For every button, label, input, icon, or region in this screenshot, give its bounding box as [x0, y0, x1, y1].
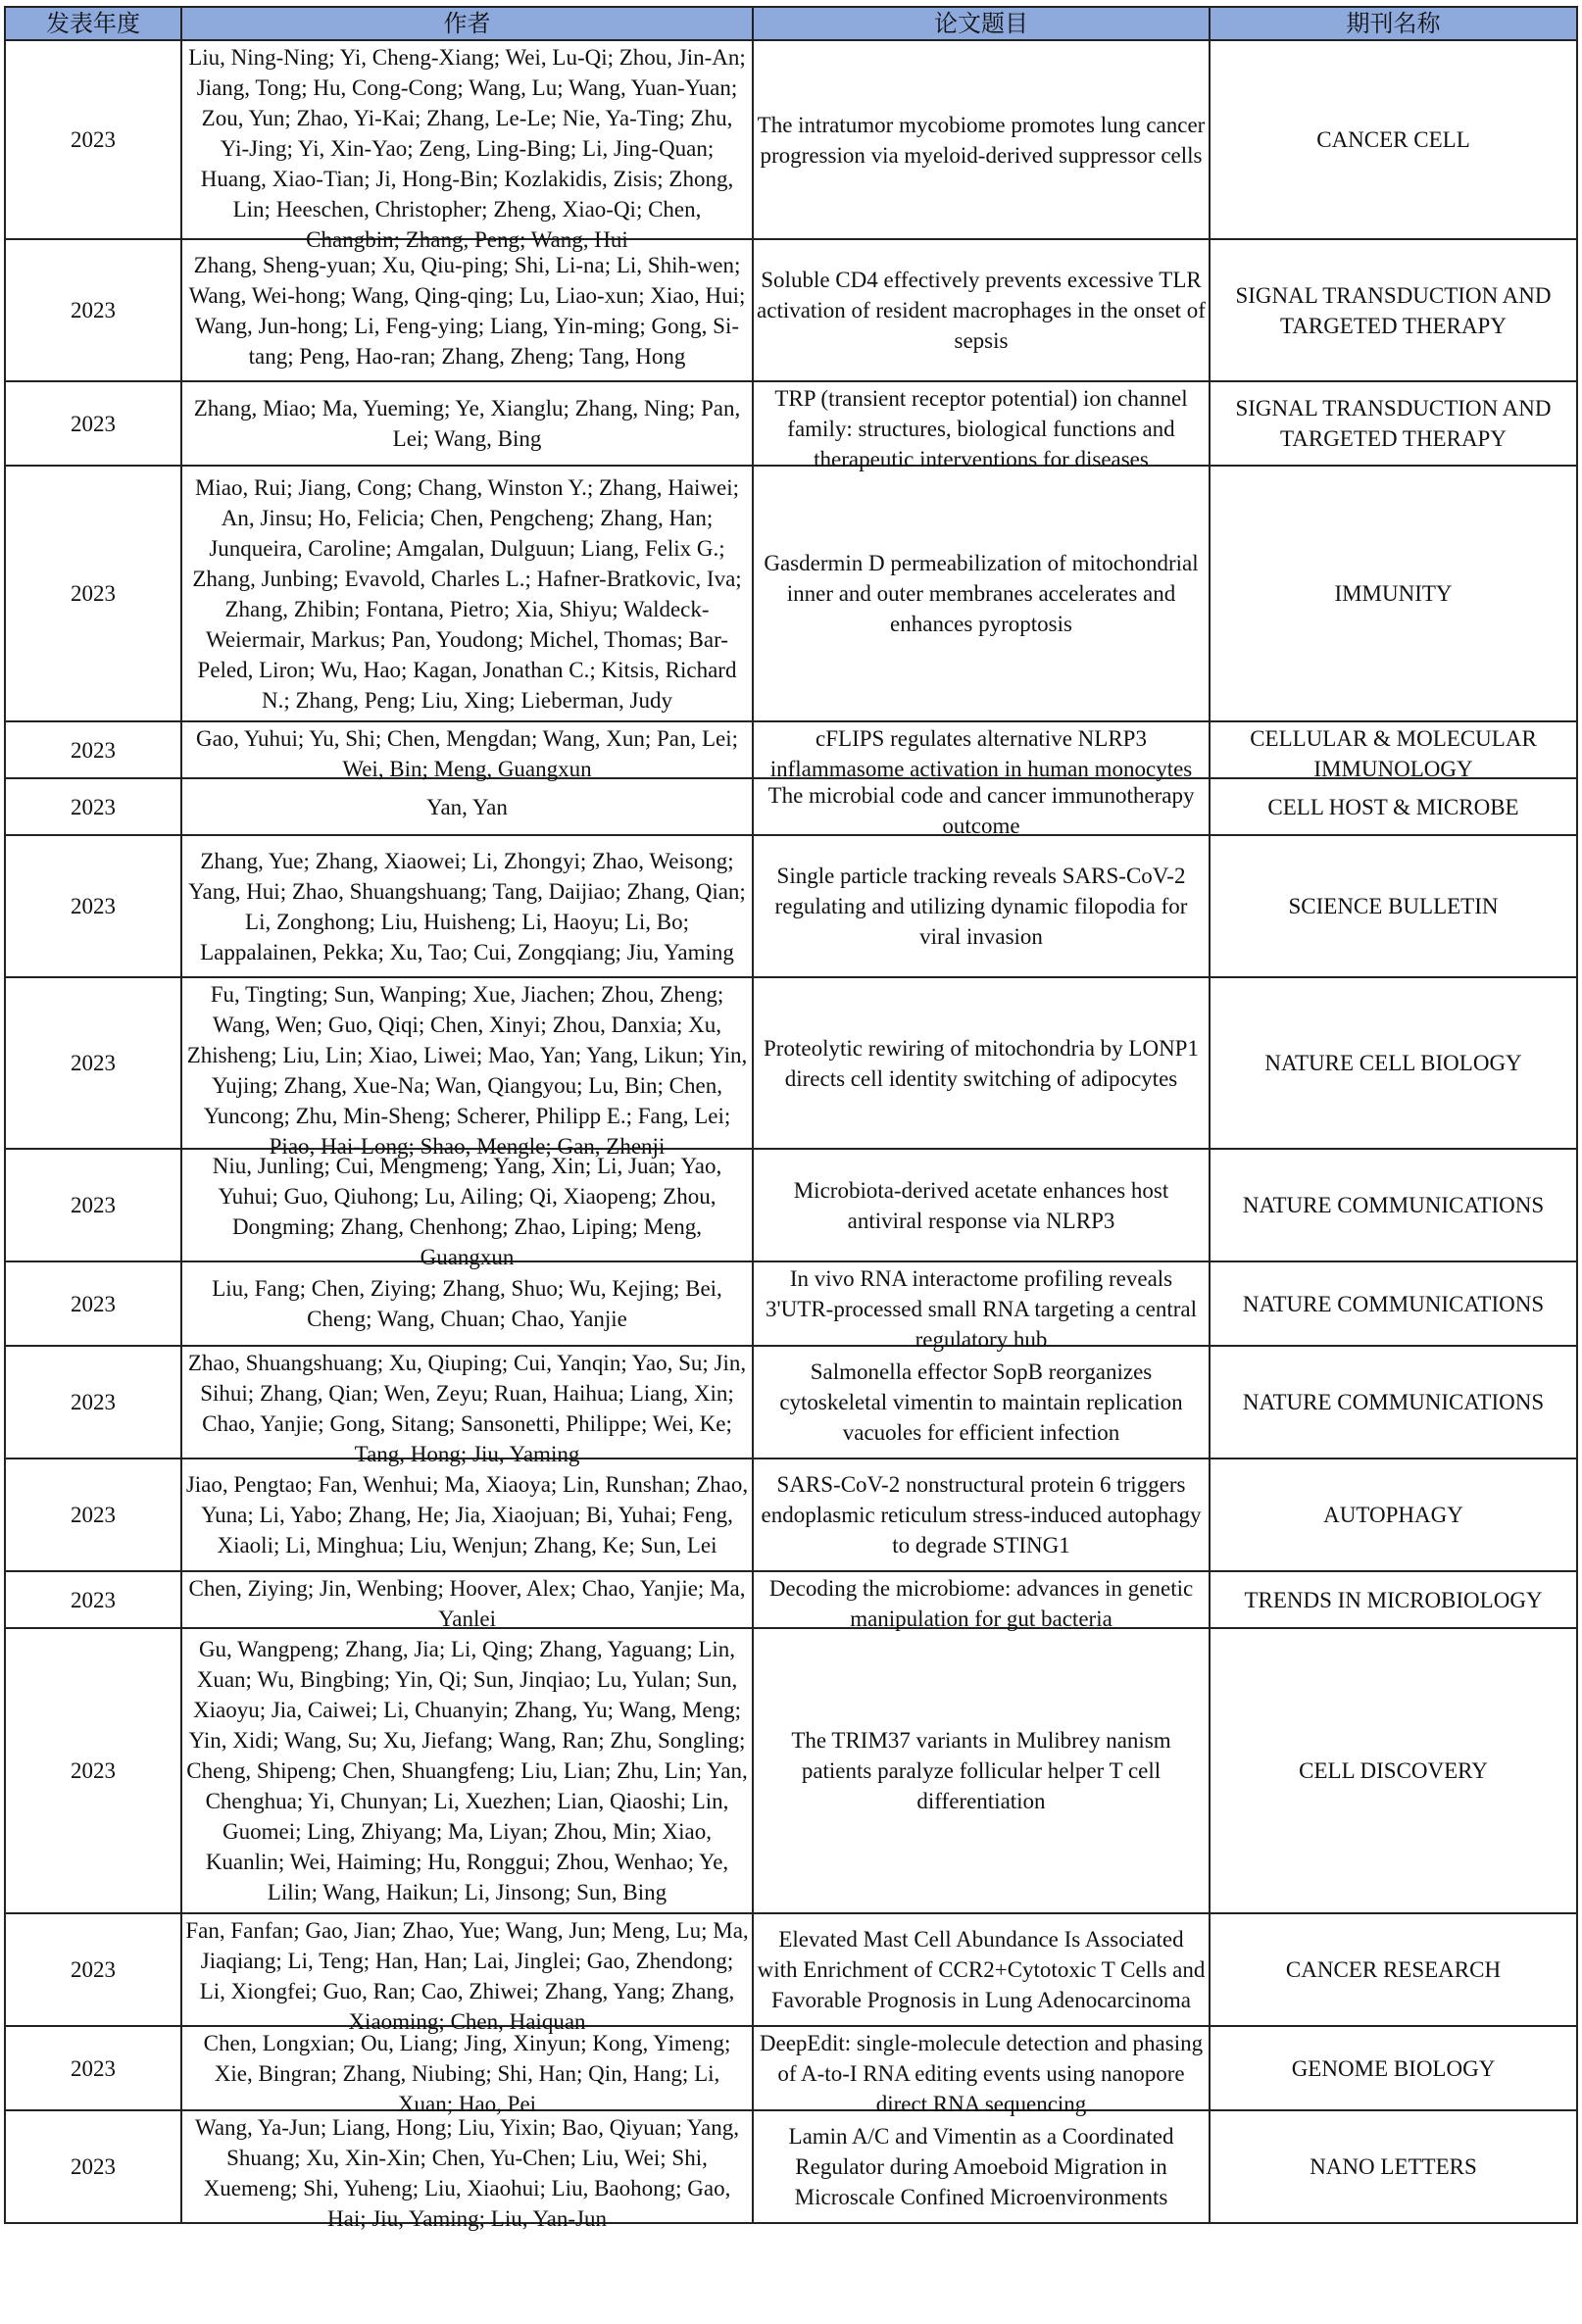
cell-year: [5, 40, 181, 239]
cell-title-text: The microbial code and cancer immunotherapy outcome: [767, 783, 1195, 838]
cell-year: [5, 835, 181, 977]
cell-journal: [1210, 2110, 1577, 2223]
cell-authors-text: Zhao, Shuangshuang; Xu, Qiuping; Cui, Yanqin; Yao, Su; Jin, Sihui; Zhang, Qian; Wen, Zeyu; Ruan, Haihua; Liang, Xin; Chao, Yanjie; Gong, Sitang; Sansonetti, Philippe; Wei, Ke; Tang, Hong; Jiu, Yaming: [187, 1351, 747, 1466]
cell-journal: [1210, 239, 1577, 381]
table-body: [5, 40, 1577, 2231]
cell-authors: [181, 778, 753, 835]
cell-title-text: SARS-CoV-2 nonstructural protein 6 triggers endoplasmic reticulum stress-induced autophagy to degrade STING1: [761, 1472, 1202, 1558]
cell-year-text: 2023: [71, 1193, 116, 1217]
cell-year-text: 2023: [71, 581, 116, 606]
column-header-year: 发表年度: [5, 7, 181, 40]
table-row: [5, 40, 1577, 239]
table-row: [5, 977, 1577, 1149]
cell-title: [753, 778, 1210, 838]
cell-authors: [181, 239, 753, 381]
cell-authors-text: Chen, Ziying; Jin, Wenbing; Hoover, Alex; Chao, Yanjie; Ma, Yanlei: [188, 1576, 746, 1631]
cell-journal: [1210, 977, 1577, 1149]
table-row: [5, 721, 1577, 778]
cell-journal-text: CELL HOST & MICROBE: [1267, 794, 1519, 819]
cell-journal-text: NATURE COMMUNICATIONS: [1242, 1193, 1545, 1217]
cell-journal: [1210, 1346, 1577, 1459]
cell-title-text: Soluble CD4 effectively prevents excessive TLR activation of resident macrophages in the onset of sepsis: [757, 268, 1206, 353]
cell-year: [5, 1261, 181, 1346]
table-row: [5, 1913, 1577, 2026]
table-row: [5, 466, 1577, 721]
cell-journal: [1210, 721, 1577, 781]
cell-authors-text: Yan, Yan: [426, 794, 508, 819]
column-header-authors: 作者: [181, 7, 753, 40]
cell-journal-text: CANCER CELL: [1316, 127, 1470, 152]
cell-year-text: 2023: [71, 1291, 116, 1316]
cell-title-text: Gasdermin D permeabilization of mitochondrial inner and outer membranes accelerates and enhances pyroptosis: [764, 551, 1199, 636]
table-row: [5, 1459, 1577, 1571]
column-header-title: 论文题目: [753, 7, 1210, 40]
cell-year-text: 2023: [71, 794, 116, 819]
cell-year-text: 2023: [71, 1503, 116, 1527]
cell-authors-text: Gao, Yuhui; Yu, Shi; Chen, Mengdan; Wang, Xun; Pan, Lei; Wei, Bin; Meng, Guangxun: [195, 726, 739, 781]
cell-authors-text: Zhang, Miao; Ma, Yueming; Ye, Xianglu; Zhang, Ning; Pan, Lei; Wang, Bing: [193, 396, 741, 451]
cell-authors: [181, 1346, 753, 1466]
column-header-journal: 期刊名称: [1210, 7, 1577, 40]
cell-year: [5, 778, 181, 835]
cell-authors: [181, 1459, 753, 1571]
cell-authors-text: Zhang, Sheng-yuan; Xu, Qiu-ping; Shi, Li-na; Li, Shih-wen; Wang, Wei-hong; Wang, Qing-qing; Lu, Liao-xun; Xiao, Hui; Wang, Jun-hong; Li, Feng-ying; Liang, Yin-ming; Gong, Si-tang; Peng, Hao-ran; Zhang, Zheng; Tang, Hong: [188, 252, 746, 369]
publication-table: [4, 6, 1578, 2231]
cell-journal-text: SCIENCE BULLETIN: [1288, 894, 1499, 918]
cell-title-text: TRP (transient receptor potential) ion channel family: structures, biological functions and therapeutic interventions for diseases: [774, 386, 1188, 471]
cell-journal-text: SIGNAL TRANSDUCTION AND TARGETED THERAPY: [1235, 396, 1552, 451]
cell-title: [753, 381, 1210, 471]
cell-journal-text: NANO LETTERS: [1310, 2154, 1477, 2179]
table-row: [5, 2110, 1577, 2223]
cell-year: [5, 1346, 181, 1459]
cell-authors-text: Fu, Tingting; Sun, Wanping; Xue, Jiachen; Zhou, Zheng; Wang, Wen; Guo, Qiqi; Chen, Xinyi; Zhou, Danxia; Xu, Zhisheng; Liu, Lin; Xiao, Liwei; Mao, Yan; Yang, Likun; Yin, Yujing; Zhang, Xue-Na; Wan, Qiangyou; Lu, Bin; Chen, Yuncong; Zhu, Min-Sheng; Scherer, Philipp E.; Fang, Lei; Piao, Hai-Long; Shao, Mengle; Gan, Zhenji: [186, 982, 748, 1159]
cell-authors-text: Niu, Junling; Cui, Mengmeng; Yang, Xin; Li, Juan; Yao, Yuhui; Guo, Qiuhong; Lu, Ailing; Qi, Xiaopeng; Zhou, Dongming; Zhang, Chenhong; Zhao, Liping; Meng, Guangxun: [212, 1154, 722, 1269]
cell-year: [5, 1459, 181, 1571]
cell-year: [5, 2026, 181, 2110]
cell-authors-text: Jiao, Pengtao; Fan, Wenhui; Ma, Xiaoya; Lin, Runshan; Zhao, Yuna; Li, Yabo; Zhang, He; Jia, Xiaojuan; Bi, Yuhai; Feng, Xiaoli; Li, Minghua; Liu, Wenjun; Zhang, Ke; Sun, Lei: [185, 1472, 749, 1558]
header-row: [5, 7, 1577, 40]
cell-journal-text: CELLULAR & MOLECULAR IMMUNOLOGY: [1250, 726, 1537, 781]
cell-title: [753, 1149, 1210, 1261]
cell-authors: [181, 835, 753, 977]
cell-journal: [1210, 835, 1577, 977]
cell-journal-text: IMMUNITY: [1334, 581, 1453, 606]
cell-title: [753, 721, 1210, 781]
cell-title: [753, 977, 1210, 1149]
cell-title: [753, 1261, 1210, 1352]
cell-year-text: 2023: [71, 2154, 116, 2179]
table-row: [5, 1149, 1577, 1261]
cell-authors: [181, 466, 753, 721]
cell-journal: [1210, 40, 1577, 239]
cell-title-text: The TRIM37 variants in Mulibrey nanism patients paralyze follicular helper T cell differentiation: [791, 1728, 1171, 1813]
cell-title-text: DeepEdit: single-molecule detection and phasing of A-to-I RNA editing events using nanopore direct RNA sequencing: [759, 2031, 1204, 2116]
cell-journal-text: GENOME BIOLOGY: [1291, 2055, 1496, 2081]
cell-authors-text: Liu, Ning-Ning; Yi, Cheng-Xiang; Wei, Lu-Qi; Zhou, Jin-An; Jiang, Tong; Hu, Cong-Cong; Wang, Lu; Wang, Yuan-Yuan; Zou, Yun; Zhao, Yi-Kai; Zhang, Le-Le; Nie, Ya-Ting; Zhu, Yi-Jing; Yi, Xin-Yao; Zeng, Ling-Bing; Li, Jing-Quan; Huang, Xiao-Tian; Ji, Hong-Bin; Kozlakidis, Zisis; Zhong, Lin; Heeschen, Christopher; Zheng, Xiao-Qi; Chen, Changbin; Zhang, Peng; Wang, Hui: [188, 45, 746, 252]
cell-year: [5, 977, 181, 1149]
cell-title-text: Elevated Mast Cell Abundance Is Associated with Enrichment of CCR2+Cytotoxic T Cells and Favorable Prognosis in Lung Adenocarcinoma: [757, 1927, 1206, 2012]
cell-title: [753, 2110, 1210, 2223]
cell-year-text: 2023: [71, 2055, 116, 2081]
cell-authors-text: Gu, Wangpeng; Zhang, Jia; Li, Qing; Zhang, Yaguang; Lin, Xuan; Wu, Bingbing; Yin, Qi; Sun, Jinqiao; Lu, Yulan; Sun, Xiaoyu; Jia, Caiwei; Li, Chuanyin; Zhang, Yu; Wang, Meng; Yin, Xidi; Wang, Su; Xu, Jiefang; Wang, Ran; Zhu, Songling; Cheng, Shipeng; Chen, Shuangfeng; Liu, Lian; Zhu, Lin; Yan, Chenghua; Yi, Chunyan; Li, Xuezhen; Lian, Qiaoshi; Lin, Guomei; Ling, Zhiyang; Ma, Liyan; Zhou, Min; Xiao, Kuanlin; Wei, Haiming; Hu, Ronggui; Zhou, Wenhao; Ye, Lilin; Wang, Haikun; Li, Jinsong; Sun, Bing: [186, 1637, 748, 1904]
cell-title: [753, 1628, 1210, 1913]
cell-authors: [181, 40, 753, 252]
table-row: [5, 1261, 1577, 1346]
cell-year: [5, 381, 181, 466]
cell-authors-text: Wang, Ya-Jun; Liang, Hong; Liu, Yixin; Bao, Qiyuan; Yang, Shuang; Xu, Xin-Xin; Chen, Yu-Chen; Liu, Wei; Shi, Xuemeng; Shi, Yuheng; Liu, Xiaohui; Liu, Baohong; Gao, Hai; Jiu, Yaming; Liu, Yan-Jun: [194, 2115, 740, 2231]
cell-authors-text: Fan, Fanfan; Gao, Jian; Zhao, Yue; Wang, Jun; Meng, Lu; Ma, Jiaqiang; Li, Teng; Han, Han; Lai, Jinglei; Gao, Zhendong; Li, Xiongfei; Guo, Ran; Cao, Zhiwei; Zhang, Yang; Zhang, Xiaoming; Chen, Haiquan: [185, 1918, 749, 2034]
cell-title: [753, 1459, 1210, 1571]
cell-authors-text: Chen, Longxian; Ou, Liang; Jing, Xinyun; Kong, Yimeng; Xie, Bingran; Zhang, Niubing; Shi, Han; Qin, Hang; Li, Xuan; Hao, Pei: [203, 2031, 731, 2116]
cell-title: [753, 239, 1210, 381]
cell-year: [5, 1913, 181, 2026]
table-row: [5, 239, 1577, 381]
cell-title-text: Microbiota-derived acetate enhances host antiviral response via NLRP3: [793, 1177, 1169, 1233]
cell-year: [5, 466, 181, 721]
cell-journal-text: NATURE COMMUNICATIONS: [1242, 1291, 1545, 1316]
cell-title: [753, 835, 1210, 977]
cell-journal: [1210, 1628, 1577, 1913]
cell-year-text: 2023: [71, 1051, 116, 1075]
cell-authors: [181, 381, 753, 466]
cell-authors-text: Zhang, Yue; Zhang, Xiaowei; Li, Zhongyi; Zhao, Weisong; Yang, Hui; Zhao, Shuangshuang; Tang, Daijiao; Zhang, Qian; Li, Zonghong; Liu, Huisheng; Li, Haoyu; Li, Bo; Lappalainen, Pekka; Xu, Tao; Cui, Zongqiang; Jiu, Yaming: [188, 848, 746, 964]
cell-year-text: 2023: [71, 127, 116, 152]
cell-year-text: 2023: [71, 1957, 116, 1982]
table-row: [5, 835, 1577, 977]
cell-title-text: Proteolytic rewiring of mitochondria by LONP1 directs cell identity switching of adipocytes: [764, 1035, 1199, 1091]
cell-journal-text: CELL DISCOVERY: [1299, 1758, 1488, 1783]
table-row: [5, 381, 1577, 466]
cell-journal-text: TRENDS IN MICROBIOLOGY: [1244, 1587, 1543, 1612]
cell-authors: [181, 2110, 753, 2231]
cell-title-text: In vivo RNA interactome profiling reveals 3'UTR-processed small RNA targeting a central regulatory hub: [766, 1266, 1197, 1352]
cell-title-text: Salmonella effector SopB reorganizes cytoskeletal vimentin to maintain replication vacuoles for efficient infection: [779, 1360, 1183, 1445]
cell-authors-text: Liu, Fang; Chen, Ziying; Zhang, Shuo; Wu, Kejing; Bei, Cheng; Wang, Chuan; Chao, Yanjie: [212, 1276, 722, 1331]
cell-year: [5, 1571, 181, 1628]
cell-journal: [1210, 1261, 1577, 1346]
cell-title: [753, 466, 1210, 721]
cell-journal: [1210, 1149, 1577, 1261]
cell-journal-text: NATURE CELL BIOLOGY: [1264, 1051, 1522, 1075]
cell-title: [753, 1571, 1210, 1631]
cell-journal: [1210, 778, 1577, 835]
cell-journal-text: SIGNAL TRANSDUCTION AND TARGETED THERAPY: [1235, 282, 1552, 338]
cell-title: [753, 2026, 1210, 2116]
cell-year: [5, 239, 181, 381]
cell-authors: [181, 2026, 753, 2116]
cell-journal-text: CANCER RESEARCH: [1285, 1957, 1502, 1982]
cell-authors: [181, 1149, 753, 1269]
cell-year-text: 2023: [71, 1390, 116, 1414]
cell-title-text: Single particle tracking reveals SARS-CoV-2 regulating and utilizing dynamic filopodia for viral invasion: [774, 864, 1188, 949]
cell-authors: [181, 1571, 753, 1631]
cell-year-text: 2023: [71, 1758, 116, 1783]
cell-year: [5, 1149, 181, 1261]
cell-authors-text: Miao, Rui; Jiang, Cong; Chang, Winston Y.; Zhang, Haiwei; An, Jinsu; Ho, Felicia; Chen, Pengcheng; Zhang, Han; Junqueira, Caroline; Amgalan, Dulguun; Liang, Felix G.; Zhang, Junbing; Evavold, Charles L.; Hafner-Bratkovic, Iva; Zhang, Zhibin; Fontana, Pietro; Xia, Shiyu; Waldeck-Weiermair, Markus; Pan, Youdong; Michel, Thomas; Bar-Peled, Liron; Wu, Hao; Kagan, Jonathan C.; Kitsis, Richard N.; Zhang, Peng; Liu, Xing; Lieberman, Judy: [192, 474, 742, 713]
table-row: [5, 1346, 1577, 1459]
cell-authors: [181, 1261, 753, 1346]
cell-title: [753, 40, 1210, 239]
cell-journal: [1210, 1459, 1577, 1571]
cell-title: [753, 1913, 1210, 2026]
cell-title-text: Lamin A/C and Vimentin as a Coordinated Regulator during Amoeboid Migration in Microscale Confined Microenvironments: [788, 2124, 1174, 2209]
cell-year-text: 2023: [71, 1587, 116, 1612]
cell-journal-text: AUTOPHAGY: [1323, 1503, 1463, 1527]
cell-year-text: 2023: [71, 298, 116, 322]
cell-year: [5, 721, 181, 778]
cell-journal: [1210, 2026, 1577, 2110]
cell-journal: [1210, 1913, 1577, 2026]
cell-journal-text: NATURE COMMUNICATIONS: [1242, 1390, 1545, 1414]
table-row: [5, 1628, 1577, 1913]
table-row: [5, 1571, 1577, 1628]
cell-journal: [1210, 381, 1577, 466]
cell-year-text: 2023: [71, 737, 116, 763]
cell-journal: [1210, 466, 1577, 721]
cell-title: [753, 1346, 1210, 1459]
cell-year-text: 2023: [71, 894, 116, 918]
cell-title-text: Decoding the microbiome: advances in genetic manipulation for gut bacteria: [768, 1576, 1194, 1631]
cell-authors: [181, 721, 753, 781]
table-row: [5, 778, 1577, 835]
cell-authors: [181, 977, 753, 1159]
cell-journal: [1210, 1571, 1577, 1628]
cell-authors: [181, 1913, 753, 2034]
table-row: [5, 2026, 1577, 2110]
cell-title-text: cFLIPS regulates alternative NLRP3 inflammasome activation in human monocytes: [769, 726, 1193, 781]
cell-year-text: 2023: [71, 411, 116, 436]
cell-title-text: The intratumor mycobiome promotes lung cancer progression via myeloid-derived suppressor cells: [757, 112, 1206, 168]
cell-year: [5, 2110, 181, 2223]
cell-authors: [181, 1628, 753, 1913]
cell-year: [5, 1628, 181, 1913]
